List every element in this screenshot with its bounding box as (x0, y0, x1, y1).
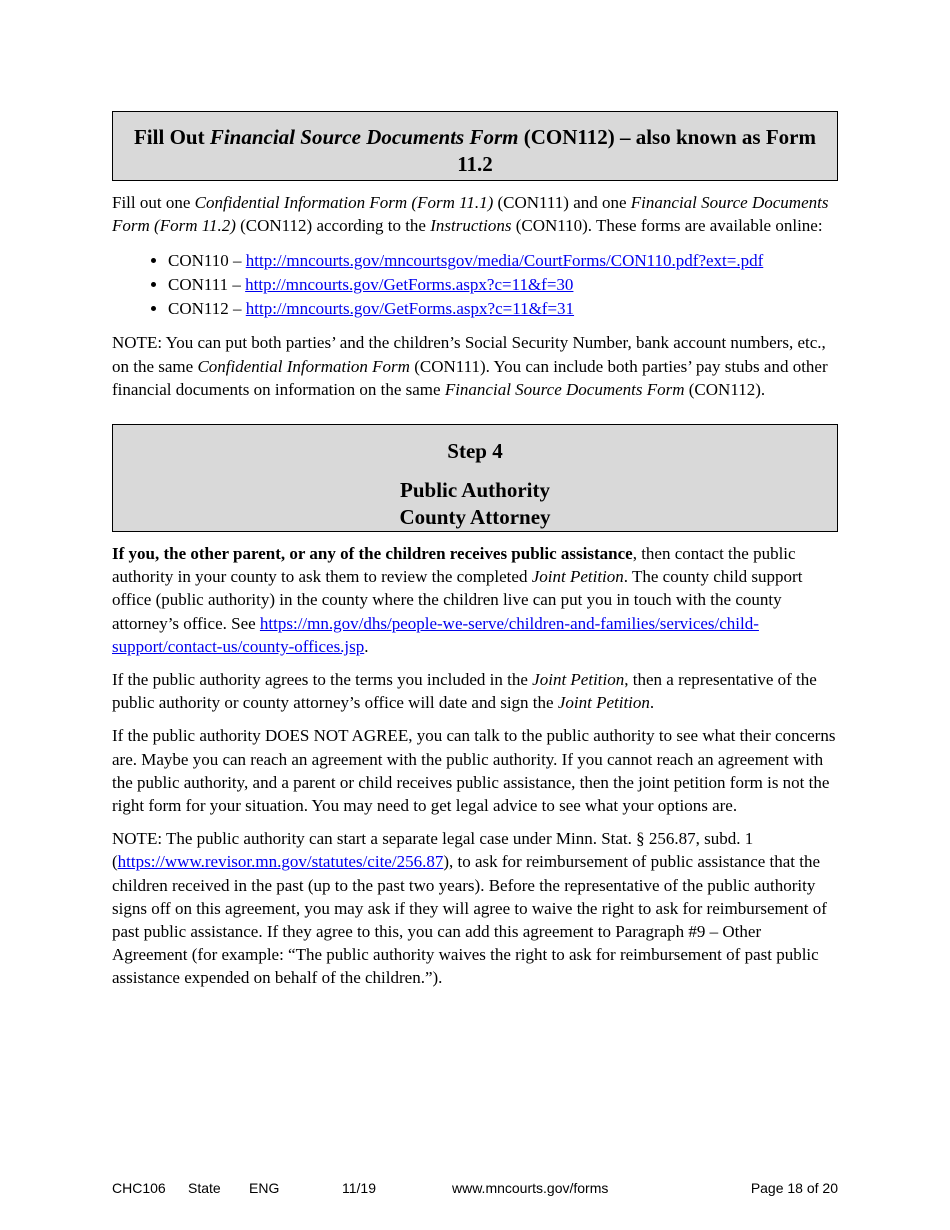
text: (CON111). You can include both parties’ pay stubs and other financial documents on information on the same (112, 356, 828, 399)
public-assistance-paragraph (112, 542, 838, 658)
con110-link[interactable]: http://mncourts.gov/mncourtsgov/media/CourtForms/CON110.pdf?ext=.pdf (245, 251, 764, 271)
footer-state: State (188, 1180, 221, 1196)
heading-text-c: (CON112) – also known as Form 11.2 (457, 125, 816, 176)
text: NOTE: The public authority can start a separate legal case under Minn. Stat. § 256.87, subd. 1 ( (112, 829, 754, 872)
list-item (168, 273, 838, 297)
form-name: Financial Source Documents Form (444, 379, 685, 399)
text: (CON112). (684, 379, 766, 399)
footer-form-code: CHC106 (112, 1180, 166, 1196)
text: (CON110). These forms are available online: (511, 216, 823, 236)
text: Fill out one (112, 193, 195, 212)
intro-paragraph (112, 191, 838, 237)
reimbursement-note-paragraph (112, 827, 838, 989)
form-code: CON110 – (168, 251, 246, 271)
section-heading-step-4 (112, 424, 838, 532)
does-not-agree-paragraph: If the public authority DOES NOT AGREE, you can talk to the public authority to see what their concerns are. Maybe you can reach an agreement with the public authority. If you cannot reach an agreement with the public authority, and a parent or child receives public assistance, then the joint petition form is not the right form for your situation. You may need to get legal advice to see what your options are. (112, 726, 836, 816)
text: NOTE: You can put both parties’ and the children’s Social Security Number, bank account numbers, etc., on the same (112, 333, 826, 376)
heading-text-a: Fill Out (133, 125, 210, 149)
text: (CON112) according to the (235, 216, 431, 236)
form-name: Joint Petition (532, 670, 625, 690)
form-name: Joint Petition (531, 567, 624, 587)
footer-revision: 11/19 (342, 1180, 376, 1196)
text: , then a representative of the public authority or county attorney’s office will date and sign the (112, 670, 817, 713)
list-item (168, 249, 838, 273)
form-name: Confidential Information Form (Form 11.1) (194, 193, 494, 212)
heading-text-italic: Financial Source Documents Form (209, 125, 519, 149)
text: . (649, 693, 655, 713)
page-footer (112, 1180, 838, 1198)
form-code: CON111 – (168, 275, 246, 295)
form-name: Joint Petition (557, 693, 650, 713)
document-page (112, 111, 838, 990)
form-code: CON112 – (168, 299, 246, 319)
text: . The county child support office (public authority) in the county where the children live can put you in touch with the county attorney’s office. See (112, 567, 803, 633)
form-links-list (112, 249, 838, 321)
note-paragraph (112, 331, 838, 401)
agrees-paragraph (112, 668, 838, 714)
form-name: Financial Source Documents Form (Form 11.2) (112, 193, 829, 236)
con111-link[interactable]: http://mncourts.gov/GetForms.aspx?c=11&f=30 (245, 275, 574, 295)
step-title-line1: Public Authority (400, 478, 550, 503)
form-name: Confidential Information Form (197, 356, 410, 376)
text: ), to ask for reimbursement of public assistance that the children received in the past (up to the past two years). Before the representative of the public authority signs off on this agreement, you may ask if they will agree to waive the right to ask for reimbursement of past public assistance. If they agree to this, you can add this agreement to Paragraph #9 – Other Agreement (for example: “The public authority waives the right to ask for reimbursement of past public assistance expended on behalf of the children.”). (112, 852, 827, 988)
county-offices-link[interactable]: https://mn.gov/dhs/people-we-serve/children-and-families/services/child-support/contact-us/county-offices.jsp (112, 613, 759, 656)
step-title-line2: County Attorney (399, 505, 551, 530)
footer-website: www.mncourts.gov/forms (452, 1180, 609, 1196)
text: . (364, 636, 369, 656)
revisor-statute-link[interactable]: https://www.revisor.mn.gov/statutes/cite/256.87 (117, 852, 444, 872)
text: If the public authority agrees to the terms you included in the (112, 670, 533, 690)
text: (CON111) and one (493, 193, 631, 212)
text: , then contact the public authority in your county to ask them to review the completed (112, 544, 796, 587)
footer-page-number: Page 18 of 20 (750, 1180, 838, 1196)
list-item (168, 297, 838, 321)
form-name: Instructions (430, 216, 512, 236)
footer-language: ENG (249, 1180, 280, 1196)
section-heading-financial-source (112, 111, 838, 181)
bold-text: If you, the other parent, or any of the children receives public assistance (112, 544, 633, 564)
con112-link[interactable]: http://mncourts.gov/GetForms.aspx?c=11&f=31 (245, 299, 575, 319)
step-label: Step 4 (447, 439, 503, 464)
